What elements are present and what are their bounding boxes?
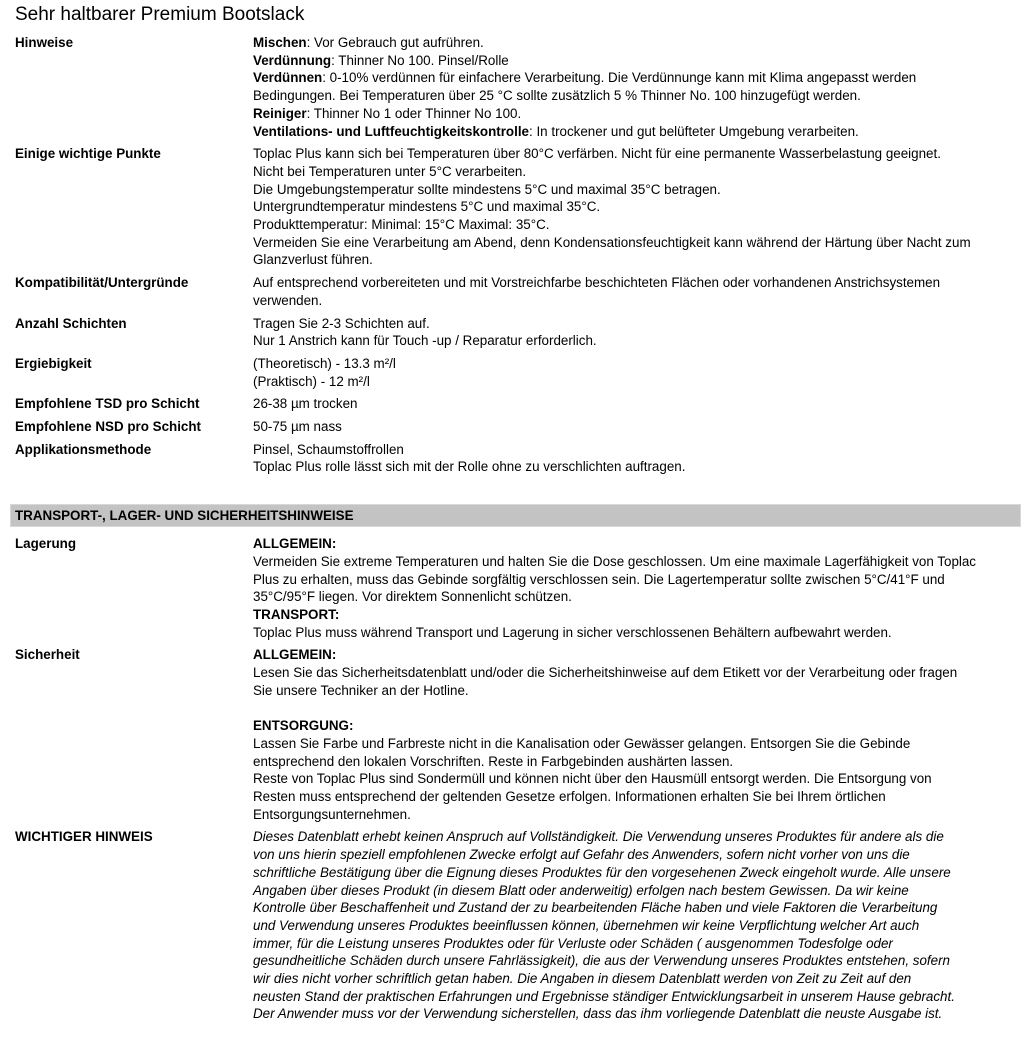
- text-run: Toplac Plus rolle lässt sich mit der Rolle ohne zu verschlichten auftragen.: [253, 459, 686, 475]
- text-line: [253, 588, 990, 606]
- spec-row-content: [253, 535, 990, 641]
- text-line: [253, 952, 990, 970]
- spec-row-content: [253, 315, 990, 350]
- text-run: gesundheitliche Schäden durch unsere Fahrlässigkeit), die aus der Verwendung unseres Produktes entstehen, sofern: [253, 953, 950, 969]
- text-run: Vermeiden Sie extreme Temperaturen und halten Sie die Dose geschlossen. Um eine maximale Lagerfähigkeit von Toplac: [253, 553, 977, 569]
- text-line: [253, 717, 990, 735]
- spec-row: [15, 274, 990, 309]
- text-line: [253, 735, 990, 753]
- text-run: immer, für die Leistung unseres Produktes oder für Verluste oder Schäden ( ausgenommen Todesfolge oder: [253, 935, 893, 951]
- spec-row: [15, 418, 990, 436]
- spec-row: [15, 441, 990, 476]
- text-line: [253, 606, 990, 624]
- text-run: wir dies nicht vorher schriftlich getan haben. Die Angaben in diesem Datenblatt werden von Zeit zu Zeit auf den: [253, 971, 912, 987]
- text-line: [253, 105, 990, 123]
- spec-row: [15, 646, 990, 823]
- text-run: Verdünnung: [253, 52, 332, 68]
- text-run: Pinsel, Schaumstoffrollen: [253, 441, 404, 457]
- spec-row: [15, 355, 990, 390]
- text-run: Sie unsere Techniker an der Hotline.: [253, 682, 469, 698]
- spec-row-content: [253, 646, 990, 823]
- text-run: ENTSORGUNG:: [253, 718, 354, 734]
- text-run: Reiniger: [253, 105, 307, 121]
- text-line: [253, 373, 990, 391]
- spec-row: [15, 395, 990, 413]
- spec-row: [15, 315, 990, 350]
- text-line: [253, 806, 990, 824]
- text-line: [253, 145, 990, 163]
- spec-row-label: Einige wichtige Punkte: [15, 146, 161, 162]
- text-run: (Theoretisch) - 13.3 m²/l: [253, 355, 396, 371]
- text-line: [253, 274, 990, 292]
- text-run: und Verwendung unseres Produktes beeinflussen können, übernehmen wir keine Verpflichtung welcher Art auch: [253, 917, 920, 933]
- text-run: Bedingungen. Bei Temperaturen über 25 °C sollte zusätzlich 5 % Thinner No. 100 hinzugefügt werden.: [253, 88, 861, 104]
- text-line: [253, 395, 990, 413]
- text-line: [253, 123, 990, 141]
- text-line: [253, 251, 990, 269]
- spec-row: [15, 828, 990, 1023]
- text-line: [253, 181, 990, 199]
- text-line: [253, 899, 990, 917]
- text-line: [253, 441, 990, 459]
- text-run: Toplac Plus muss während Transport und Lagerung in sicher verschlossenen Behältern aufbewahrt werden.: [253, 624, 892, 640]
- text-run: Entsorgungsunternehmen.: [253, 806, 411, 822]
- text-run: Vermeiden Sie eine Verarbeitung am Abend, denn Kondensationsfeuchtigkeit kann während der Härtung über Nacht zum: [253, 234, 971, 250]
- text-line: [253, 700, 990, 718]
- text-line: [253, 624, 990, 642]
- text-run: (Praktisch) - 12 m²/l: [253, 373, 370, 389]
- text-run: Die Umgebungstemperatur sollte mindestens 5°C und maximal 35°C betragen.: [253, 181, 721, 197]
- text-run: : In trockener und gut belüfteter Umgebung verarbeiten.: [529, 123, 859, 139]
- text-run: : Thinner No 1 oder Thinner No 100.: [306, 105, 522, 121]
- text-line: [253, 315, 990, 333]
- text-run: 50-75 µm nass: [253, 419, 342, 435]
- page-title: Sehr haltbarer Premium Bootslack: [15, 4, 305, 25]
- text-line: [253, 571, 990, 589]
- text-line: [253, 935, 990, 953]
- text-line: [253, 292, 990, 310]
- spec-row: [15, 535, 990, 641]
- spec-row-content: [253, 828, 990, 1023]
- text-line: [253, 917, 990, 935]
- text-run: ALLGEMEIN:: [253, 536, 337, 552]
- text-line: [253, 458, 990, 476]
- spec-row-label: Anzahl Schichten: [15, 315, 127, 331]
- text-run: verwenden.: [253, 292, 323, 308]
- text-run: : 0-10% verdünnen für einfachere Verarbeitung. Die Verdünnunge kann mit Klima angepasst werden: [322, 70, 917, 86]
- spec-row-label: Lagerung: [15, 536, 77, 552]
- text-line: [253, 988, 990, 1006]
- text-line: [253, 864, 990, 882]
- text-run: Mischen: [253, 35, 307, 50]
- text-line: [253, 34, 990, 52]
- text-run: Angaben über dieses Produkt (in diesem Blatt oder anderweitig) erfolgen nach bestem Gewissen. Da wir keine: [253, 882, 909, 898]
- text-run: neusten Stand der praktischen Erfahrungen und Ergebnisse ständiger Entwicklungsarbeit in unserem Hause gebracht.: [253, 988, 955, 1004]
- text-run: : Vor Gebrauch gut aufrühren.: [306, 35, 484, 50]
- spec-row-label: Hinweise: [15, 35, 74, 50]
- text-run: Lassen Sie Farbe und Farbreste nicht in die Kanalisation oder Gewässer gelangen. Entsorgen Sie die Gebinde: [253, 735, 911, 751]
- text-line: [253, 664, 990, 682]
- text-line: [253, 828, 990, 846]
- text-line: [253, 882, 990, 900]
- text-run: Produkttemperatur: Minimal: 15°C Maximal: 35°C.: [253, 217, 550, 233]
- spec-row-content: [253, 395, 990, 413]
- spec-row-label: Applikationsmethode: [15, 441, 152, 457]
- text-line: [253, 788, 990, 806]
- text-run: : Thinner No 100. Pinsel/Rolle: [331, 52, 509, 68]
- spec-row-label: Empfohlene NSD pro Schicht: [15, 419, 201, 435]
- spec-row-content: [253, 274, 990, 309]
- text-run: 26-38 µm trocken: [253, 396, 358, 412]
- text-line: [253, 846, 990, 864]
- spec-row: [15, 145, 990, 269]
- spec-row: [15, 34, 990, 140]
- text-run: ALLGEMEIN:: [253, 647, 337, 663]
- spec-row-content: [253, 145, 990, 269]
- spec-row-label: Kompatibilität/Untergründe: [15, 275, 189, 291]
- spec-row-label: Sicherheit: [15, 647, 80, 663]
- text-run: entsprechend den lokalen Vorschriften. Reste in Farbgebinden aushärten lassen.: [253, 753, 734, 769]
- text-run: von uns hierin speziell empfohlenen Zwecke erfolgt auf Gefahr des Anwenders, sofern nicht vorher von uns die: [253, 847, 910, 863]
- text-line: [253, 216, 990, 234]
- text-line: [253, 1005, 990, 1023]
- text-run: Nicht bei Temperaturen unter 5°C verarbeiten.: [253, 163, 527, 179]
- text-line: [253, 418, 990, 436]
- spec-row-content: [253, 418, 990, 436]
- text-line: [253, 553, 990, 571]
- text-run: Untergrundtemperatur mindestens 5°C und maximal 35°C.: [253, 199, 601, 215]
- spec-row-content: [253, 34, 990, 140]
- spec-row-content: [253, 355, 990, 390]
- text-run: Ventilations- und Luftfeuchtigkeitskontrolle: [253, 123, 530, 139]
- text-run: Plus zu erhalten, muss das Gebinde sorgfältig verschlossen sein. Die Lagertemperatur sollte zwischen 5°C/41°F und: [253, 571, 945, 587]
- text-line: [253, 87, 990, 105]
- text-run: schriftliche Bestätigung über die Eignung dieses Produktes für den vorgesehenen Zweck eingeholt wurde. Alle unsere: [253, 864, 951, 880]
- spec-row-label: Empfohlene TSD pro Schicht: [15, 396, 200, 412]
- text-line: [253, 770, 990, 788]
- text-line: [253, 682, 990, 700]
- text-run: Lesen Sie das Sicherheitsdatenblatt und/oder die Sicherheitshinweise auf dem Etikett vor der Verarbeitung oder fragen: [253, 665, 958, 681]
- spec-row-label: WICHTIGER HINWEIS: [15, 829, 153, 845]
- text-line: [253, 69, 990, 87]
- text-line: [253, 163, 990, 181]
- text-line: [253, 234, 990, 252]
- text-run: 35°C/95°F liegen. Vor direktem Sonnenlicht schützen.: [253, 589, 572, 605]
- spec-row-label: Ergiebigkeit: [15, 355, 92, 371]
- text-run: Auf entsprechend vorbereiteten und mit Vorstreichfarbe beschichteten Flächen oder vorhandenen Anstrichsystemen: [253, 275, 941, 291]
- text-line: [253, 332, 990, 350]
- text-run: Toplac Plus kann sich bei Temperaturen über 80°C verfärben. Nicht für eine permanente Wasserbelastung geeignet.: [253, 146, 941, 162]
- text-line: [253, 646, 990, 664]
- text-run: Resten muss entsprechend der geltenden Gesetze erfolgen. Informationen erhalten Sie bei Ihrem örtlichen: [253, 789, 886, 805]
- text-run: Nur 1 Anstrich kann für Touch -up / Reparatur erforderlich.: [253, 333, 597, 349]
- text-line: [253, 198, 990, 216]
- text-line: [253, 355, 990, 373]
- spec-row-content: [253, 441, 990, 476]
- text-run: Reste von Toplac Plus sind Sondermüll und können nicht über den Hausmüll entsorgt werden. Die Entsorgung von: [253, 771, 932, 787]
- text-run: Kontrolle über Beschaffenheit und Zustand der zu bearbeitenden Fläche haben und viele Faktoren die Verarbeitung: [253, 900, 938, 916]
- text-run: Dieses Datenblatt erhebt keinen Anspruch auf Vollständigkeit. Die Verwendung unseres Produktes für andere als die: [253, 829, 944, 845]
- product-spec-table: [15, 34, 990, 476]
- text-line: [253, 52, 990, 70]
- transport-safety-spec-table: [15, 535, 990, 1023]
- text-line: [253, 535, 990, 553]
- section-band-label: TRANSPORT-, LAGER- UND SICHERHEITSHINWEISE: [15, 508, 354, 524]
- section-band-transport-lager-sicherheit: [10, 504, 1021, 527]
- text-line: [253, 970, 990, 988]
- text-line: [253, 753, 990, 771]
- text-run: Glanzverlust führen.: [253, 252, 373, 268]
- text-run: Tragen Sie 2-3 Schichten auf.: [253, 315, 430, 331]
- text-run: Der Anwender muss vor der Verwendung sicherstellen, dass das ihm vorliegende Datenblatt die neuste Ausgabe ist.: [253, 1006, 943, 1022]
- text-run: TRANSPORT:: [253, 606, 340, 622]
- text-run: Verdünnen: [253, 70, 323, 86]
